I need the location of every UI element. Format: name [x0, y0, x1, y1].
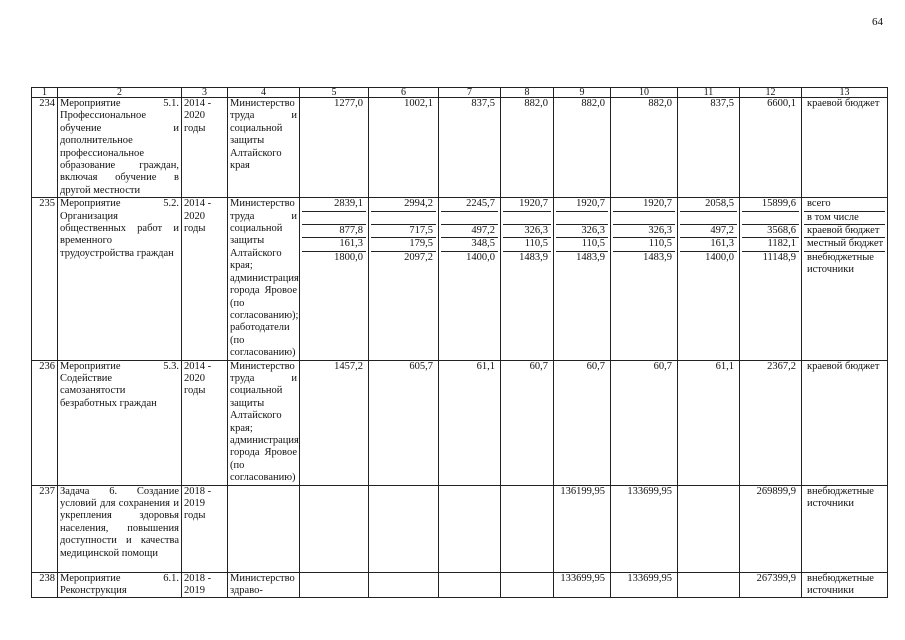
responsible: Министерство труда и социальной защиты Алтайского края; администрация города Яровое (по согласованию); работодатели (по согласованию) — [228, 198, 300, 360]
table-body — [32, 88, 888, 598]
amount-cell — [501, 98, 554, 198]
amount-value: 11148,9 — [762, 251, 796, 263]
amount-value: 60,7 — [653, 360, 672, 372]
column-header: 11 — [678, 88, 740, 98]
amount-value: 1920,7 — [613, 198, 675, 211]
amount-cell — [554, 98, 611, 198]
amount-value: 882,0 — [524, 98, 548, 109]
amount-value: 3568,6 — [742, 225, 799, 238]
amount-cell — [611, 198, 678, 360]
amount-cell — [439, 360, 501, 485]
amount-value: 717,5 — [371, 225, 436, 238]
funding-source: всего — [804, 198, 885, 211]
amount-cell — [611, 360, 678, 485]
page-number: 64 — [872, 16, 883, 28]
column-header: 10 — [611, 88, 678, 98]
amount-value: 497,2 — [441, 225, 498, 238]
column-header: 9 — [554, 88, 611, 98]
funding-source-cell — [802, 98, 888, 198]
funding-source: краевой бюджет — [804, 225, 885, 238]
amount-value: 61,1 — [715, 360, 734, 372]
amount-value: 2245,7 — [441, 198, 498, 211]
amount-value: 877,8 — [302, 225, 366, 238]
years: 2014 - 2020 годы — [182, 360, 228, 485]
amount-value: 60,7 — [529, 360, 548, 372]
amount-value: 61,1 — [476, 360, 495, 372]
table-row — [32, 485, 888, 572]
amount-cell — [740, 485, 802, 572]
amount-cell — [369, 360, 439, 485]
column-header: 1 — [32, 88, 58, 98]
event-name: Мероприятие 5.1. Профессиональное обучение и дополнительное профессиональное образование граждан, включая обучение в другой местности — [58, 98, 182, 198]
event-name: Мероприятие 6.1. Реконструкция — [58, 572, 182, 598]
amount-cell — [554, 485, 611, 572]
amount-cell — [554, 198, 611, 360]
amount-value — [503, 573, 551, 585]
amount-value: 2367,2 — [767, 360, 796, 372]
years: 2018 - 2019 годы — [182, 485, 228, 572]
amount-value: 15899,6 — [742, 198, 799, 211]
row-number: 234 — [32, 98, 58, 198]
amount-value — [441, 212, 498, 225]
years: 2014 - 2020 годы — [182, 98, 228, 198]
amount-value: 1277,0 — [334, 98, 363, 109]
column-header: 2 — [58, 88, 182, 98]
amount-cell — [554, 572, 611, 598]
funding-source: местный бюджет — [804, 238, 885, 251]
amount-cell — [439, 198, 501, 360]
amount-cell — [678, 360, 740, 485]
amount-value — [680, 212, 737, 225]
amount-value: 882,0 — [581, 98, 605, 109]
funding-source-cell — [802, 198, 888, 360]
table-row — [32, 98, 888, 198]
amount-cell — [369, 198, 439, 360]
amount-value — [371, 212, 436, 225]
amount-value: 136199,95 — [560, 485, 605, 497]
amount-value: 110,5 — [503, 238, 551, 251]
years: 2018 - 2019 — [182, 572, 228, 598]
amount-value: 326,3 — [613, 225, 675, 238]
amount-value: 110,5 — [556, 238, 608, 251]
amount-value: 2097,2 — [404, 251, 433, 263]
amount-value — [371, 486, 436, 498]
amount-value: 6600,1 — [767, 98, 796, 109]
amount-value: 837,5 — [471, 98, 495, 109]
event-name: Мероприятие 5.3. Содействие самозанятости безработных граждан — [58, 360, 182, 485]
funding-source: краевой бюджет — [807, 98, 880, 109]
amount-value: 882,0 — [648, 98, 672, 109]
responsible: Министерство труда и социальной защиты Алтайского края — [228, 98, 300, 198]
amount-cell — [740, 198, 802, 360]
amount-value: 326,3 — [503, 225, 551, 238]
table-row — [32, 198, 888, 360]
amount-value: 269899,9 — [756, 485, 796, 497]
amount-cell — [740, 98, 802, 198]
event-name: Мероприятие 5.2. Организация общественных работ и временного трудоустройства граждан — [58, 198, 182, 360]
amount-value: 1483,9 — [576, 251, 605, 263]
amount-value: 1400,0 — [705, 251, 734, 263]
funding-source-cell — [802, 572, 888, 598]
amount-value: 1920,7 — [556, 198, 608, 211]
amount-value — [742, 212, 799, 225]
amount-value: 348,5 — [441, 238, 498, 251]
amount-value: 133699,95 — [627, 572, 672, 584]
amount-cell — [611, 572, 678, 598]
responsible — [228, 485, 300, 572]
amount-cell — [300, 98, 369, 198]
amount-value: 497,2 — [680, 225, 737, 238]
amount-value — [302, 486, 366, 498]
column-header: 12 — [740, 88, 802, 98]
row-number: 235 — [32, 198, 58, 360]
amount-value — [503, 486, 551, 498]
amount-cell — [439, 98, 501, 198]
amount-cell — [439, 572, 501, 598]
funding-source: в том числе — [804, 212, 885, 225]
amount-value: 1483,9 — [519, 251, 548, 263]
amount-value — [556, 212, 608, 225]
amount-cell — [740, 360, 802, 485]
responsible: Министерство труда и социальной защиты Алтайского края; администрация города Яровое (по согласованию) — [228, 360, 300, 485]
amount-cell — [501, 360, 554, 485]
funding-source-cell — [802, 485, 888, 572]
amount-value: 133699,95 — [560, 572, 605, 584]
event-name: Задача 6. Создание условий для сохранения и укрепления здоровья населения, повышения доступности и качества медицинской помощи — [58, 485, 182, 572]
column-header: 3 — [182, 88, 228, 98]
amount-value — [441, 486, 498, 498]
column-header: 13 — [802, 88, 888, 98]
amount-value: 2839,1 — [302, 198, 366, 211]
years: 2014 - 2020 годы — [182, 198, 228, 360]
funding-source: внебюджетные источники — [807, 485, 874, 509]
column-header: 4 — [228, 88, 300, 98]
amount-value: 1483,9 — [643, 251, 672, 263]
amount-value — [680, 573, 737, 585]
amount-value: 1002,1 — [404, 98, 433, 109]
responsible: Министерство здраво- — [228, 572, 300, 598]
funding-source-cell — [802, 360, 888, 485]
amount-cell — [369, 485, 439, 572]
funding-source: внебюджетные источники — [807, 572, 874, 596]
amount-value — [302, 573, 366, 585]
amount-cell — [678, 98, 740, 198]
amount-value: 179,5 — [371, 238, 436, 251]
amount-value — [503, 212, 551, 225]
amount-value: 110,5 — [613, 238, 675, 251]
column-header: 7 — [439, 88, 501, 98]
amount-value: 605,7 — [409, 360, 433, 372]
amount-cell — [439, 485, 501, 572]
amount-value: 326,3 — [556, 225, 608, 238]
amount-value: 60,7 — [586, 360, 605, 372]
amount-cell — [611, 98, 678, 198]
amount-value — [441, 573, 498, 585]
amount-cell — [740, 572, 802, 598]
amount-value: 161,3 — [302, 238, 366, 251]
amount-value: 133699,95 — [627, 485, 672, 497]
column-header: 6 — [369, 88, 439, 98]
row-number: 236 — [32, 360, 58, 485]
table-row — [32, 572, 888, 598]
amount-cell — [501, 198, 554, 360]
amount-cell — [300, 360, 369, 485]
amount-cell — [678, 485, 740, 572]
amount-cell — [554, 360, 611, 485]
amount-value: 2994,2 — [371, 198, 436, 211]
amount-cell — [369, 98, 439, 198]
row-number: 238 — [32, 572, 58, 598]
amount-value — [302, 212, 366, 225]
amount-value — [371, 573, 436, 585]
amount-value: 2058,5 — [680, 198, 737, 211]
funding-source: краевой бюджет — [807, 360, 880, 372]
amount-value — [613, 212, 675, 225]
amount-cell — [300, 198, 369, 360]
amount-value: 1920,7 — [503, 198, 551, 211]
amount-value — [680, 486, 737, 498]
budget-table — [31, 87, 888, 598]
amount-value: 1182,1 — [742, 238, 799, 251]
amount-cell — [611, 485, 678, 572]
amount-cell — [300, 572, 369, 598]
amount-cell — [678, 572, 740, 598]
table-row — [32, 360, 888, 485]
column-header: 5 — [300, 88, 369, 98]
amount-cell — [501, 485, 554, 572]
amount-value: 1800,0 — [334, 251, 363, 263]
amount-value: 1400,0 — [466, 251, 495, 263]
row-number: 237 — [32, 485, 58, 572]
amount-cell — [300, 485, 369, 572]
amount-value: 1457,2 — [334, 360, 363, 372]
amount-cell — [678, 198, 740, 360]
amount-value: 161,3 — [680, 238, 737, 251]
amount-cell — [501, 572, 554, 598]
amount-value: 837,5 — [710, 98, 734, 109]
amount-value: 267399,9 — [756, 572, 796, 584]
column-header: 8 — [501, 88, 554, 98]
header-row — [32, 88, 888, 98]
funding-source: внебюджетные источники — [807, 251, 874, 276]
amount-cell — [369, 572, 439, 598]
